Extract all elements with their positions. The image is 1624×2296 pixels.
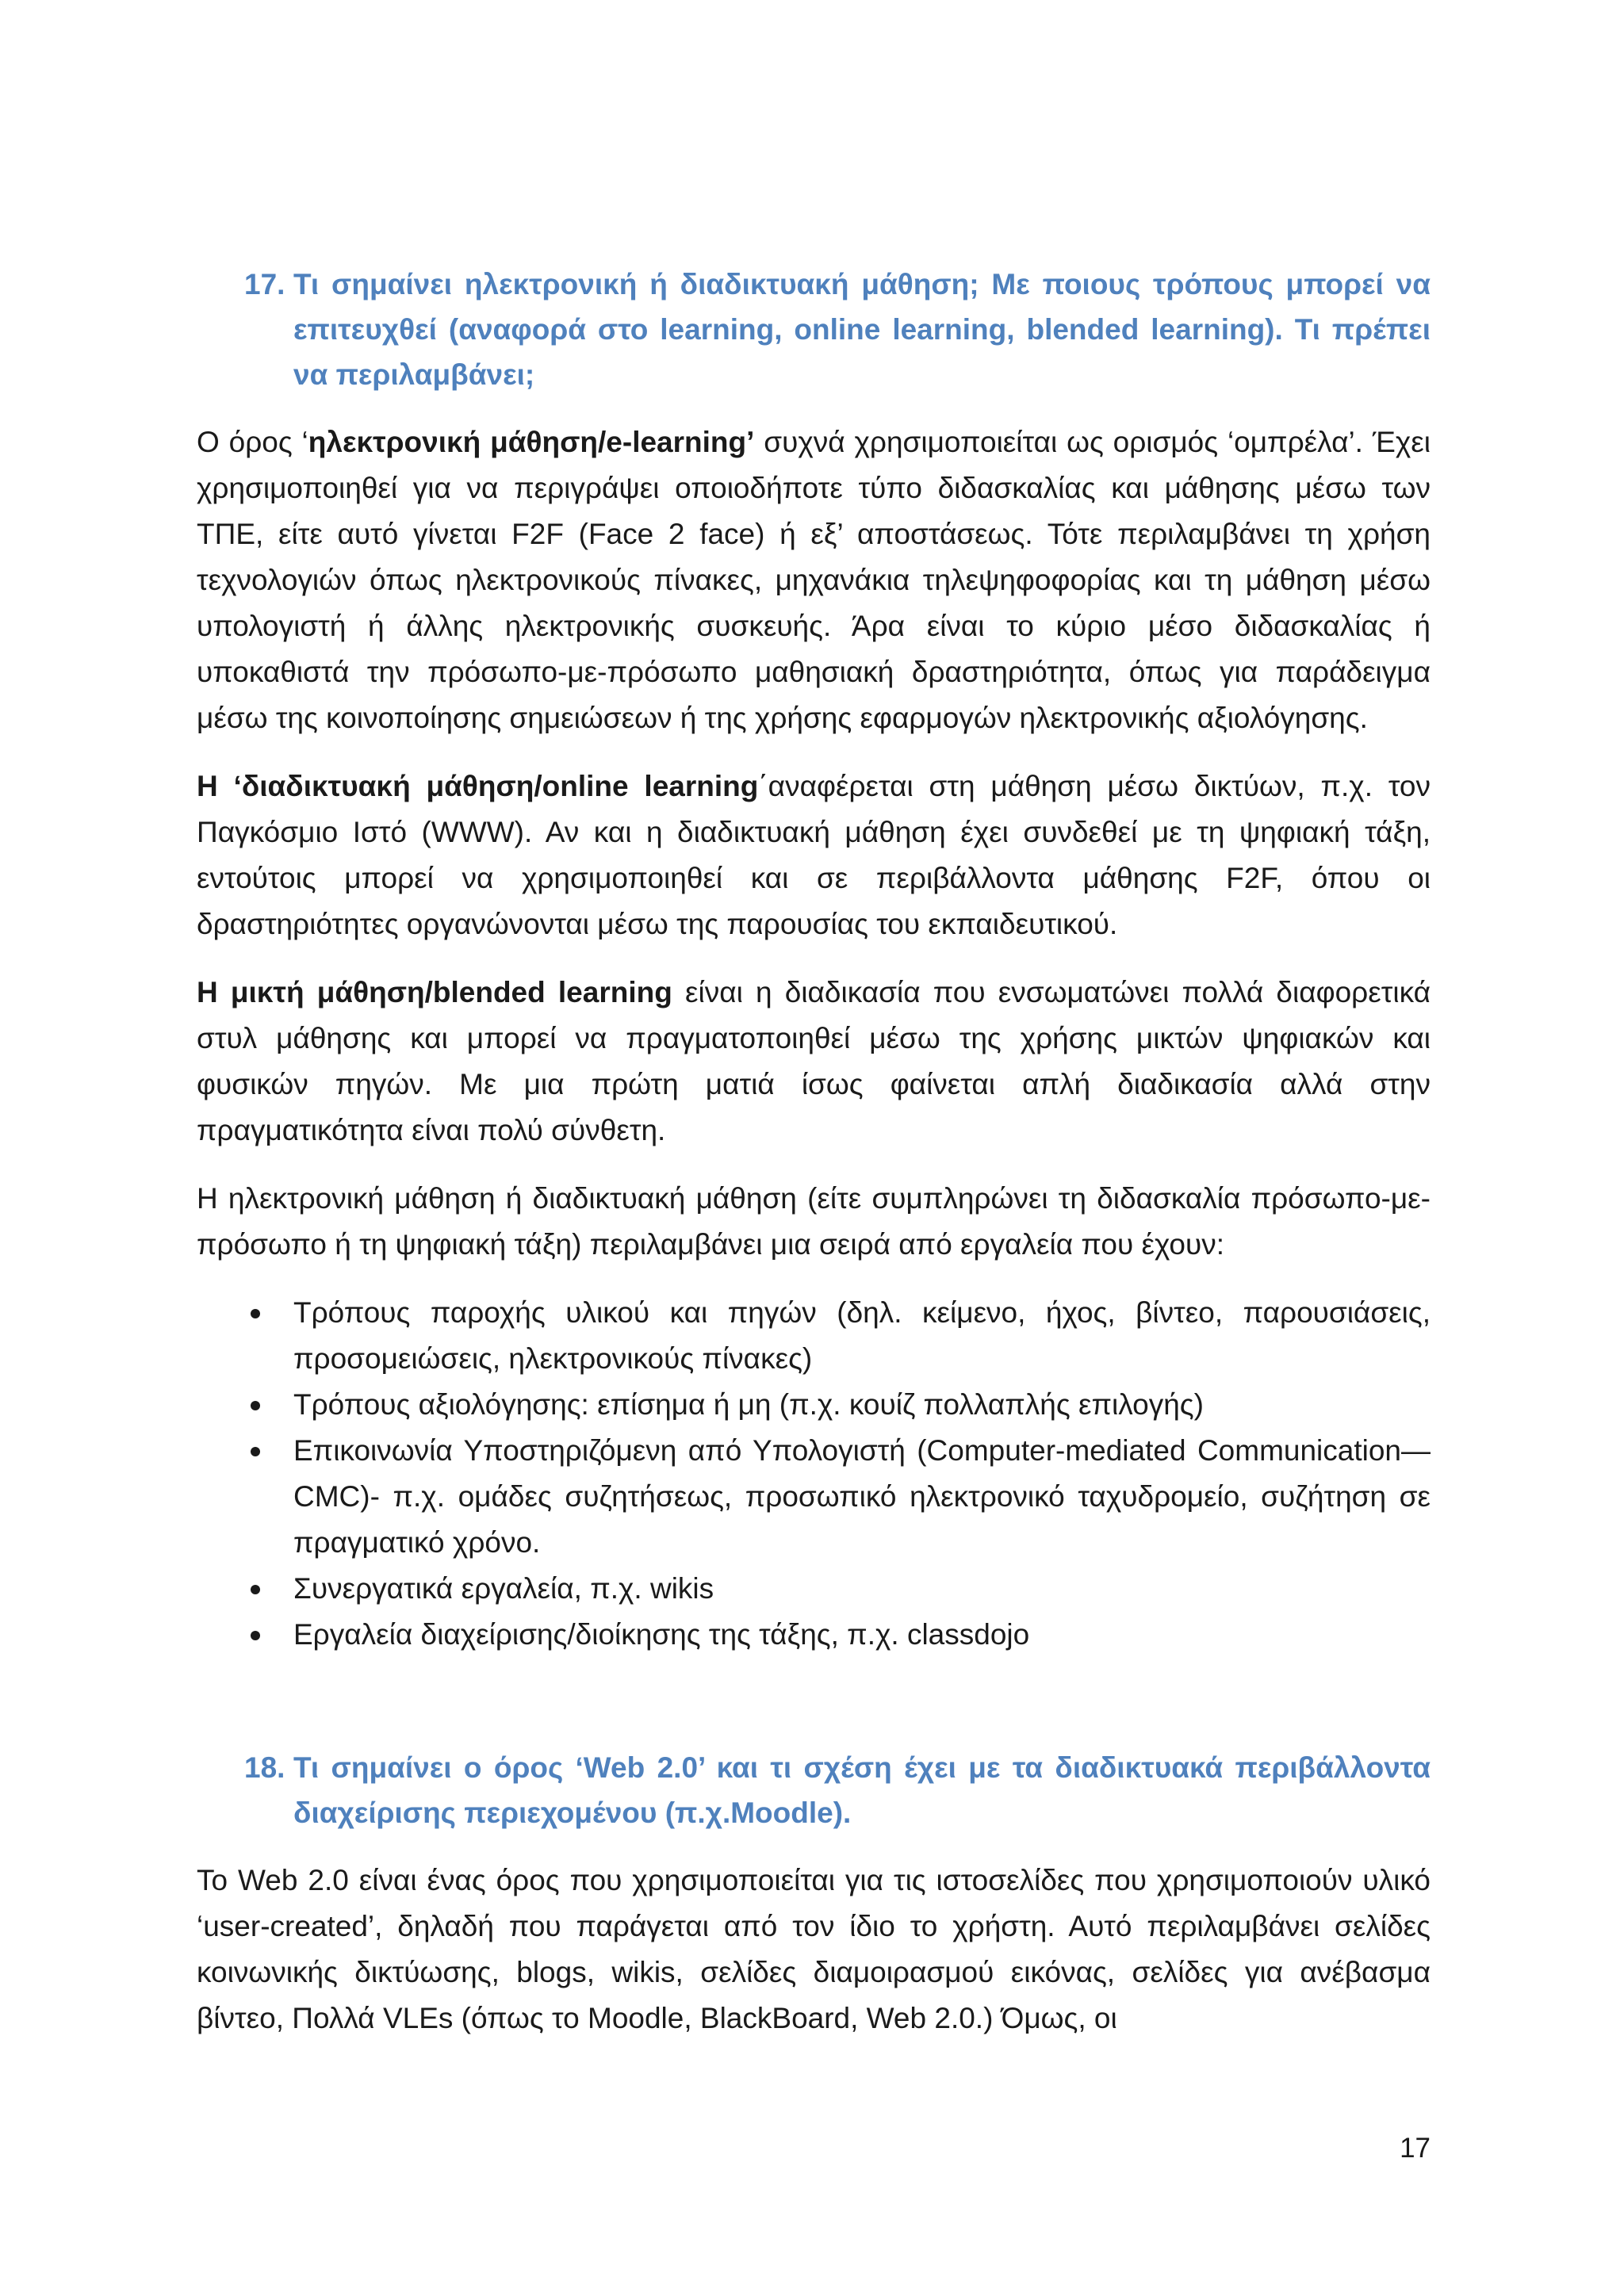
- bullet-icon: [251, 1585, 260, 1594]
- bullet-icon: [251, 1447, 260, 1456]
- list-item-text: Τρόπους αξιολόγησης: επίσημα ή μη (π.χ. κουίζ πολλαπλής επιλογής): [293, 1388, 1204, 1421]
- list-item: [197, 1428, 1431, 1566]
- section-17-paragraph-1: [197, 419, 1431, 741]
- bullet-icon: [251, 1631, 260, 1640]
- bullet-icon: [251, 1309, 260, 1318]
- list-item-text: Τρόπους παροχής υλικού και πηγών (δηλ. κείμενο, ήχος, βίντεο, παρουσιάσεις, προσομειώσεις, ηλεκτρονικούς πίνακες): [293, 1296, 1431, 1375]
- section-17-paragraph-4: Η ηλεκτρονική μάθηση ή διαδικτυακή μάθηση (είτε συμπληρώνει τη διδασκαλία πρόσωπο-με-πρόσωπο ή τη ψηφιακή τάξη) περιλαμβάνει μια σειρά από εργαλεία που έχουν:: [197, 1182, 1431, 1261]
- paragraph-2-text: ΄αναφέρεται στη μάθηση μέσω δικτύων, π.χ. τον Παγκόσμιο Ιστό (WWW). Αν και η διαδικτυακή μάθηση έχει συνδεθεί με τη ψηφιακή τάξη, εντούτοις μπορεί να χρησιμοποιηθεί και σε περιβάλλοντα μάθησης F2F, όπου οι δραστηριότητες οργανώνονται μέσω της παρουσίας του εκπαιδευτικού.: [197, 770, 1431, 940]
- section-17-paragraph-3: [197, 970, 1431, 1154]
- section-18-number: 18.: [244, 1751, 285, 1784]
- bullet-icon: [251, 1401, 260, 1410]
- paragraph-1-pre: Ο όρος ‘: [197, 426, 308, 458]
- document-page: [197, 262, 1431, 2042]
- list-item: [197, 1566, 1431, 1612]
- paragraph-3-bold-term: Η μικτή μάθηση/blended learning: [197, 976, 672, 1008]
- page-number: 17: [1400, 2133, 1431, 2164]
- list-item: [197, 1290, 1431, 1382]
- paragraph-1-bold-term: ηλεκτρονική μάθηση/e-learning’: [308, 426, 755, 458]
- list-item-text: Εργαλεία διαχείρισης/διοίκησης της τάξης, π.χ. classdojo: [293, 1618, 1030, 1651]
- section-18-paragraph-1: Το Web 2.0 είναι ένας όρος που χρησιμοποιείται για τις ιστοσελίδες που χρησιμοποιούν υλικό ‘user-created’, δηλαδή που παράγεται από τον ίδιο το χρήστη. Αυτό περιλαμβάνει σελίδες κοινωνικής δικτύωσης, blogs, wikis, σελίδες διαμοιρασμού εικόνας, σελίδες για ανέβασμα βίντεο, Πολλά VLEs (όπως το Moodle, BlackBoard, Web 2.0.) Όμως, οι: [197, 1864, 1431, 2034]
- section-18-heading-text: Τι σημαίνει ο όρος ‘Web 2.0’ και τι σχέση έχει με τα διαδικτυακά περιβάλλοντα διαχείρισης περιεχομένου (π.χ.Moodle).: [293, 1751, 1431, 1829]
- section-17-heading: [197, 262, 1431, 397]
- list-item-text: Συνεργατικά εργαλεία, π.χ. wikis: [293, 1572, 714, 1605]
- paragraph-1-text: συχνά χρησιμοποιείται ως ορισμός ‘ομπρέλα’. Έχει χρησιμοποιηθεί για να περιγράψει οποιοδήποτε τύπο διδασκαλίας και μάθησης μέσω των ΤΠΕ, είτε αυτό γίνεται F2F (Face 2 face) ή εξ’ αποστάσεως. Τότε περιλαμβάνει τη χρήση τεχνολογιών όπως ηλεκτρονικούς πίνακες, μηχανάκια τηλεψηφοφορίας και τη μάθηση μέσω υπολογιστή ή άλλης ηλεκτρονικής συσκευής. Άρα είναι το κύριο μέσο διδασκαλίας ή υποκαθιστά την πρόσωπο-με-πρόσωπο μαθησιακή δραστηριότητα, όπως για παράδειγμα μέσω της κοινοποίησης σημειώσεων ή της χρήσης εφαρμογών ηλεκτρονικής αξιολόγησης.: [197, 426, 1431, 734]
- tools-bullet-list: [197, 1290, 1431, 1658]
- section-17-paragraph-2: [197, 763, 1431, 947]
- list-item: [197, 1382, 1431, 1428]
- list-item-text: Επικοινωνία Υποστηριζόμενη από Υπολογιστή (Computer-mediated Communication—CMC)- π.χ. ομάδες συζητήσεως, προσωπικό ηλεκτρονικό ταχυδρομείο, συζήτηση σε πραγματικό χρόνο.: [293, 1434, 1431, 1559]
- list-item: [197, 1612, 1431, 1658]
- section-17-heading-text: Τι σημαίνει ηλεκτρονική ή διαδικτυακή μάθηση; Με ποιους τρόπους μπορεί να επιτευχθεί (αναφορά στο learning, online learning, blended learning). Τι πρέπει να περιλαμβάνει;: [293, 268, 1431, 391]
- paragraph-2-bold-term: Η ‘διαδικτυακή μάθηση/online learning: [197, 770, 759, 802]
- section-17-number: 17.: [244, 268, 285, 300]
- section-18-heading: [197, 1745, 1431, 1835]
- paragraph-3-text: είναι η διαδικασία που ενσωματώνει πολλά διαφορετικά στυλ μάθησης και μπορεί να πραγματοποιηθεί μέσω της χρήσης μικτών ψηφιακών και φυσικών πηγών. Με μια πρώτη ματιά ίσως φαίνεται απλή διαδικασία αλλά στην πραγματικότητα είναι πολύ σύνθετη.: [197, 976, 1431, 1146]
